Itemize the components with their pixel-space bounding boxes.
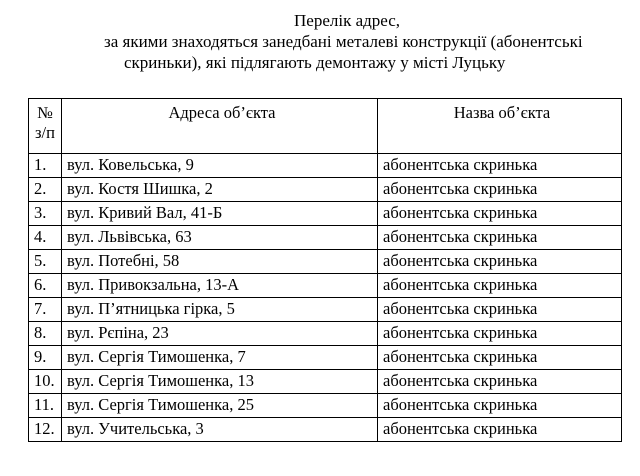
- table-row: [29, 274, 622, 298]
- row-number: 4.: [29, 226, 62, 250]
- row-object-name: абонентська скринька: [378, 346, 622, 370]
- row-object-name: абонентська скринька: [378, 322, 622, 346]
- row-address: вул. Учительська, 3: [62, 418, 378, 442]
- table-row: [29, 154, 622, 178]
- row-number: 5.: [29, 250, 62, 274]
- table-row: [29, 418, 622, 442]
- row-address: вул. Ковельська, 9: [62, 154, 378, 178]
- table-row: [29, 394, 622, 418]
- row-address: вул. Костя Шишка, 2: [62, 178, 378, 202]
- row-number: 2.: [29, 178, 62, 202]
- row-address: вул. П’ятницька гірка, 5: [62, 298, 378, 322]
- column-header-address: Адреса об’єкта: [62, 99, 378, 154]
- row-address: вул. Привокзальна, 13-А: [62, 274, 378, 298]
- row-number: 11.: [29, 394, 62, 418]
- table-header-row: [29, 99, 622, 154]
- table-row: [29, 202, 622, 226]
- row-object-name: абонентська скринька: [378, 418, 622, 442]
- row-object-name: абонентська скринька: [378, 202, 622, 226]
- row-number: 6.: [29, 274, 62, 298]
- row-address: вул. Рєпіна, 23: [62, 322, 378, 346]
- row-number: 3.: [29, 202, 62, 226]
- row-object-name: абонентська скринька: [378, 370, 622, 394]
- heading-line-1: Перелік адрес,: [294, 11, 401, 30]
- row-object-name: абонентська скринька: [378, 250, 622, 274]
- row-address: вул. Сергія Тимошенка, 25: [62, 394, 378, 418]
- table-row: [29, 250, 622, 274]
- addresses-table: [28, 98, 622, 442]
- row-number: 10.: [29, 370, 62, 394]
- row-object-name: абонентська скринька: [378, 226, 622, 250]
- row-number: 7.: [29, 298, 62, 322]
- table-row: [29, 178, 622, 202]
- row-number: 12.: [29, 418, 62, 442]
- row-address: вул. Сергія Тимошенка, 7: [62, 346, 378, 370]
- column-header-name: Назва об’єкта: [378, 99, 622, 154]
- table-row: [29, 322, 622, 346]
- heading-line-3: скриньки), які підлягають демонтажу у місті Луцьку: [124, 53, 506, 72]
- table-row: [29, 226, 622, 250]
- table-row: [29, 346, 622, 370]
- row-number: 8.: [29, 322, 62, 346]
- row-number: 9.: [29, 346, 62, 370]
- row-object-name: абонентська скринька: [378, 274, 622, 298]
- row-address: вул. Львівська, 63: [62, 226, 378, 250]
- row-address: вул. Сергія Тимошенка, 13: [62, 370, 378, 394]
- heading-line-2: за якими знаходяться занедбані металеві конструкції (абонентські: [104, 32, 583, 51]
- column-header-number-abbr: з/п: [35, 123, 55, 142]
- row-object-name: абонентська скринька: [378, 394, 622, 418]
- table-row: [29, 370, 622, 394]
- row-object-name: абонентська скринька: [378, 154, 622, 178]
- row-object-name: абонентська скринька: [378, 178, 622, 202]
- table-body: [29, 154, 622, 442]
- row-number: 1.: [29, 154, 62, 178]
- column-header-number: [29, 99, 62, 154]
- column-header-number-symbol: №: [37, 103, 53, 122]
- row-object-name: абонентська скринька: [378, 298, 622, 322]
- table-row: [29, 298, 622, 322]
- row-address: вул. Потебні, 58: [62, 250, 378, 274]
- row-address: вул. Кривий Вал, 41-Б: [62, 202, 378, 226]
